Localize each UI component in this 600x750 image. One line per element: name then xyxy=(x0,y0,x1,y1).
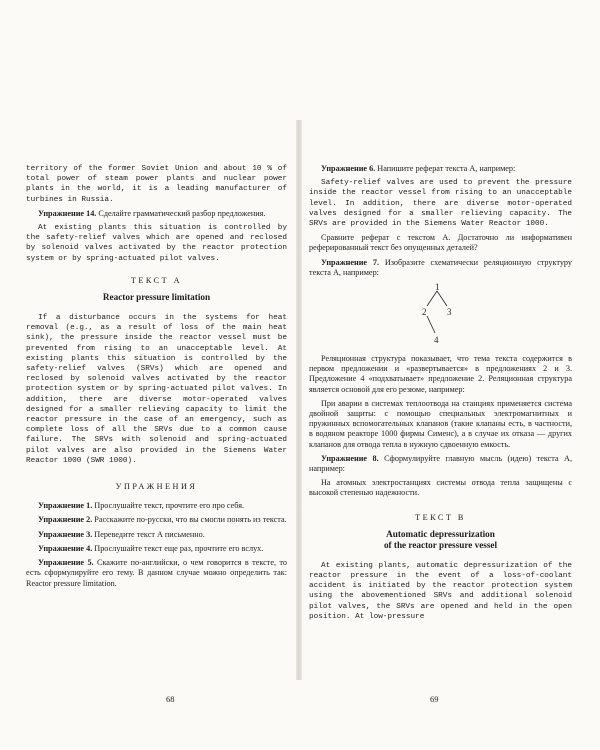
exercise-6-label: Упражнение 6. xyxy=(321,164,376,173)
exercise-label: Упражнение 2. xyxy=(38,515,93,525)
tree-edge-1-3 xyxy=(437,291,447,306)
exercise-2 xyxy=(26,515,287,525)
right-page xyxy=(309,164,573,704)
exercise-list xyxy=(26,501,287,588)
tree-node-2: 2 xyxy=(422,307,427,318)
exercise-3 xyxy=(26,530,287,540)
page-number-right: 69 xyxy=(430,694,439,704)
exercise-4 xyxy=(26,544,287,554)
exercise-7 xyxy=(309,258,572,278)
relational-structure-tree xyxy=(309,282,572,348)
exercise-text: Прослушайте текст, прочтите его про себя. xyxy=(94,501,245,511)
exercises-heading: УПРАЖНЕНИЯ xyxy=(115,482,198,492)
relation-paragraph: Реляционная структура показывает, что тема текста содержится в первом предложении и «развертывается» в предложениях 2 и 3. Предложение 4 «подхватывает» предложение 2. Реляционная структура является основой для его резюме, например: xyxy=(309,354,572,394)
page-number-left: 68 xyxy=(166,694,175,704)
exercise-8-label: Упражнение 8. xyxy=(321,453,379,463)
tree-diagram xyxy=(309,282,572,348)
exercise-label: Упражнение 3. xyxy=(38,529,93,539)
resume-paragraph: При аварии в системах теплоотвода на станциях применяется система двойной защиты: с помощью специальных электромагнитных и пружинных вспомогательных клапанов (такие клапаны есть, в частности, в водяном реакторе 1000 фирмы Сименс), а в случае их отказа — других клапанов для отвода тепла в нужную сдвоенную емкость. xyxy=(309,398,572,449)
tree-node-1: 1 xyxy=(435,282,440,293)
exercise-text: Скажите по-английски, о чем говорится в тексте, то есть сформулируйте его тему. В данном случае можно определить так: Reactor pressure limitation. xyxy=(26,558,287,588)
exercise-text: Прослушайте текст еще раз, прочтите его вслух. xyxy=(94,543,264,553)
existing-plants-paragraph: At existing plants this situation is controlled by the safety-relief valves which are opened and reclosed by solenoid valves activated by the reactor protection system or by spring-actuated pilot valves. xyxy=(26,224,287,263)
text-a-title: Reactor pressure limitation xyxy=(102,292,211,303)
exercise-text: Переведите текст А письменно. xyxy=(94,529,205,539)
exercise-6-text: Напишите реферат текста А, например: xyxy=(377,164,516,173)
left-page xyxy=(26,164,287,704)
book-gutter xyxy=(296,120,302,680)
exercise-7-label: Упражнение 7. xyxy=(321,257,380,267)
exercise-8 xyxy=(309,454,572,474)
exercise-label: Упражнение 5. xyxy=(38,558,94,568)
tree-edge-2-4 xyxy=(427,316,435,333)
tree-node-4: 4 xyxy=(434,335,439,346)
text-a-body: If a disturbance occurs in the systems for heat removal (e.g., as a result of loss of the main heat sink), the pressure inside the reactor vessel must be prevented from rising to an unacceptable level. At existing plants this situation is controlled by the safety-relief valves (SRVs) which are opened and reclosed by solenoid valves activated by the reactor protection system or by spring-actuated pilot valves. In addition, there are diverse motor-operated valves designed for a smaller relieving capacity to limit the reactor pressure in the case of an emergency, such as complete loss of all the SRVs due to a common cause failure. The SRVs with solenoid and spring-actuated pilot valves are also provided in the Siemens Water Reactor 1000 (SWR 1000). xyxy=(26,314,287,465)
text-b-title-line-1: Automatic depressurization xyxy=(386,528,495,539)
exercise-14 xyxy=(26,209,287,219)
exercise-1 xyxy=(26,501,287,511)
text-b-title-line-2: of the reactor pressure vessel xyxy=(383,539,498,550)
exercise-6 xyxy=(309,164,572,174)
tree-node-3: 3 xyxy=(447,307,452,318)
compare-paragraph: Сравните реферат с текстом А. Достаточно ли информативен реферированный текст без опущенных деталей? xyxy=(309,233,572,253)
exercise-label: Упражнение 1. xyxy=(38,501,93,511)
exercise-text: Расскажите по-русски, что вы смогли понять из текста. xyxy=(94,515,287,525)
exercise-7-text: Изобразите схематически реляционную структуру текста А, например: xyxy=(309,257,572,277)
exercise-label: Упражнение 4. xyxy=(38,543,93,553)
main-idea-paragraph: На атомных электростанциях системы отвода тепла защищены с высокой степенью надежности. xyxy=(309,478,572,498)
exercise-14-label: Упражнение 14. xyxy=(38,208,97,218)
intro-paragraph: territory of the former Soviet Union and about 10 % of total power of steam power plants and nuclear power plants in the world, it is a leading manufacturer of turbines in Russia. xyxy=(26,165,287,204)
summary-paragraph: Safety-relief valves are used to prevent the pressure inside the reactor vessel from rising to an unacceptable level. In addition, there are diverse motor-operated valves designed for a smaller relieving capacity. The SRVs are provided in the Siemens Water Reactor 1000. xyxy=(309,179,572,229)
exercise-5 xyxy=(26,558,287,589)
tree-edge-1-2 xyxy=(427,291,437,306)
text-b-heading: ТЕКСТ В xyxy=(415,512,466,522)
exercise-8-text: Сформулируйте главную мысль (идею) текста А, например: xyxy=(309,453,573,474)
text-a-heading: ТЕКСТ А xyxy=(130,275,183,285)
text-b-body: At existing plants, automatic depressurization of the reactor pressure in the event of a loss-of-coolant accident is initiated by the reactor protection system using the abovementioned SRVs and additional solenoid pilot valves, the SRVs are opened and held in the open position. At low-pressure xyxy=(309,561,572,621)
exercise-14-text: Сделайте грамматический разбор предложения. xyxy=(98,208,266,218)
